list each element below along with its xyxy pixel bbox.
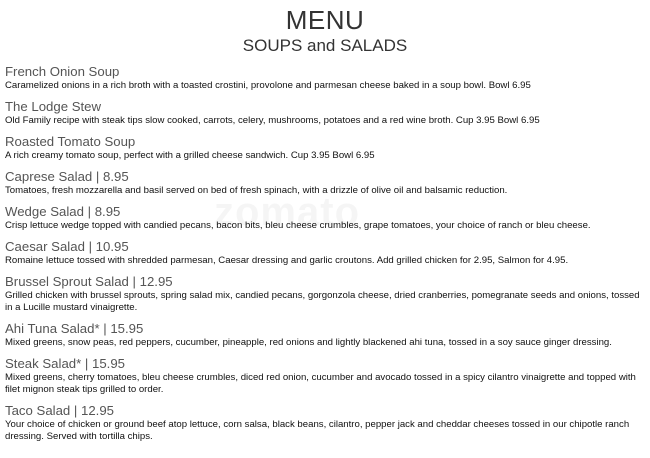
item-description: A rich creamy tomato soup, perfect with a grilled cheese sandwich. Cup 3.95 Bowl 6.95 <box>5 150 375 161</box>
menu-items-list <box>5 64 645 450</box>
section-subtitle: SOUPS and SALADS <box>242 36 408 55</box>
item-name: Taco Salad | 12.95 <box>5 403 115 418</box>
menu-title: MENU <box>285 5 365 35</box>
item-name: Roasted Tomato Soup <box>5 134 136 149</box>
menu-item <box>5 274 645 314</box>
item-name: Steak Salad* | 15.95 <box>5 356 126 371</box>
menu-item <box>5 239 645 267</box>
item-description: Grilled chicken with brussel sprouts, spring salad mix, candied pecans, gorgonzola cheese, dried cranberries, pomegranate seeds and onions, tossed in a Lucille mustard vinaigrette. <box>5 290 640 313</box>
menu-item <box>5 64 645 92</box>
item-description: Mixed greens, cherry tomatoes, bleu cheese crumbles, diced red onion, cucumber and avocado tossed in a spicy cilantro vinaigrette and topped with filet mignon steak tips grilled to order. <box>5 372 636 395</box>
item-name: The Lodge Stew <box>5 99 102 114</box>
item-name: Brussel Sprout Salad | 12.95 <box>5 274 173 289</box>
menu-item <box>5 99 645 127</box>
item-name: Wedge Salad | 8.95 <box>5 204 121 219</box>
item-name: French Onion Soup <box>5 64 120 79</box>
menu-item <box>5 204 645 232</box>
item-description: Your choice of chicken or ground beef atop lettuce, corn salsa, black beans, cilantro, pepper jack and cheddar cheeses tossed in our chipotle ranch dressing. Served with tortilla chips. <box>5 419 630 442</box>
item-description: Mixed greens, snow peas, red peppers, cucumber, pineapple, red onions and lightly blackened ahi tuna, tossed in a soy sauce ginger dressing. <box>5 337 612 348</box>
item-name: Caesar Salad | 10.95 <box>5 239 129 254</box>
item-name: Caprese Salad | 8.95 <box>5 169 129 184</box>
menu-item <box>5 321 645 349</box>
item-description: Old Family recipe with steak tips slow cooked, carrots, celery, mushrooms, potatoes and a red wine broth. Cup 3.95 Bowl 6.95 <box>5 115 540 126</box>
menu-item <box>5 356 645 396</box>
menu-item <box>5 169 645 197</box>
menu-item <box>5 403 645 443</box>
item-description: Caramelized onions in a rich broth with a toasted crostini, provolone and parmesan cheese baked in a soup bowl. Bowl 6.95 <box>5 80 531 91</box>
item-name: Ahi Tuna Salad* | 15.95 <box>5 321 144 336</box>
item-description: Crisp lettuce wedge topped with candied pecans, bacon bits, bleu cheese crumbles, grape tomatoes, your choice of ranch or bleu cheese. <box>5 220 591 231</box>
menu-item <box>5 134 645 162</box>
item-description: Romaine lettuce tossed with shredded parmesan, Caesar dressing and garlic croutons. Add grilled chicken for 2.95, Salmon for 4.95. <box>5 255 569 266</box>
item-description: Tomatoes, fresh mozzarella and basil served on bed of fresh spinach, with a drizzle of olive oil and balsamic reduction. <box>5 185 508 196</box>
